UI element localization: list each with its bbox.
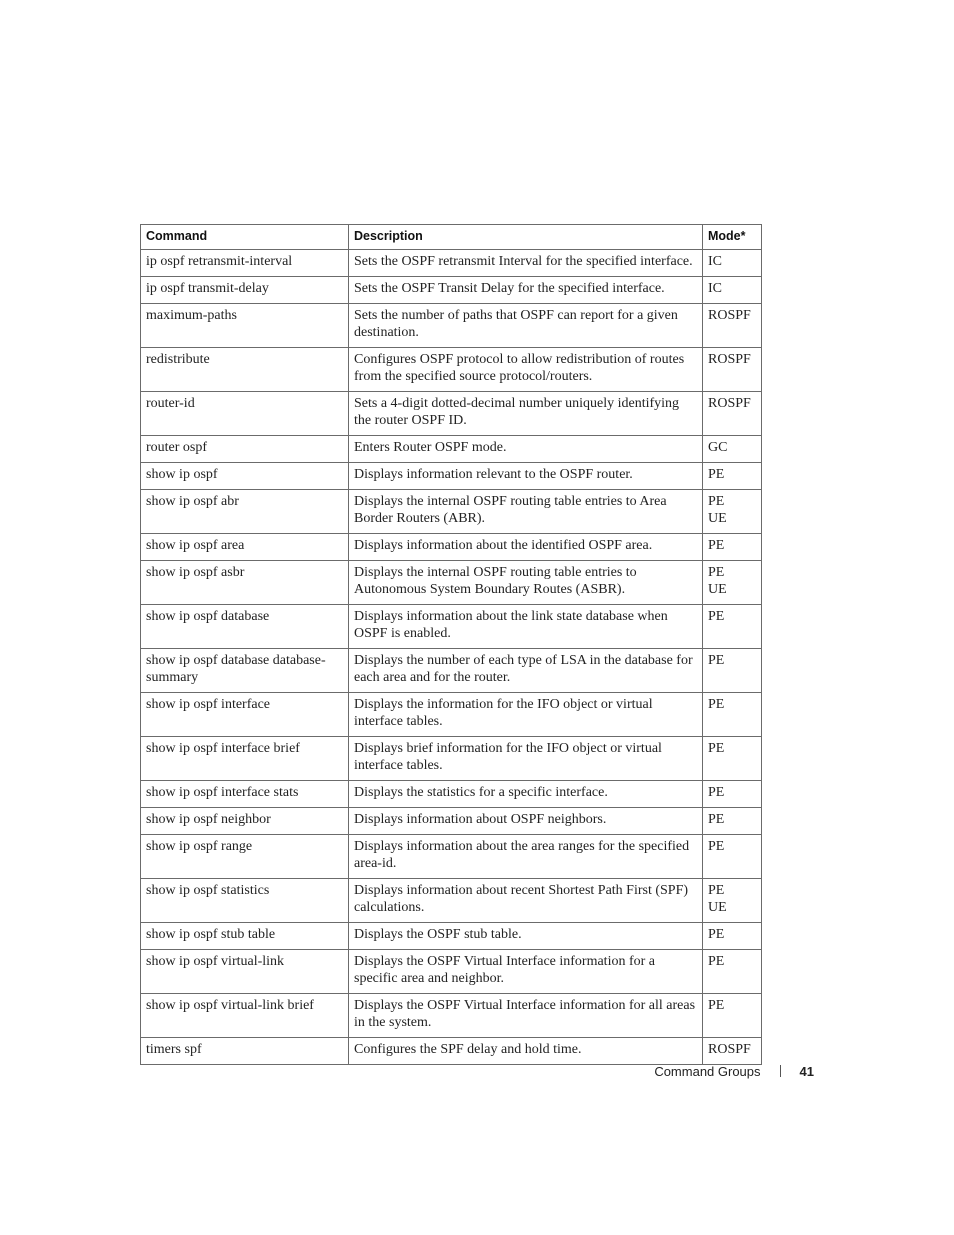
mode-cell: [703, 304, 762, 348]
description-cell: Displays information about the area ranges for the specified area-id.: [349, 835, 703, 879]
page-footer: [654, 1062, 814, 1080]
command-cell: redistribute: [141, 348, 349, 392]
mode-value: PE: [708, 812, 725, 827]
table-row: [141, 392, 762, 436]
description-cell: Sets the OSPF Transit Delay for the specified interface.: [349, 277, 703, 304]
table-row: [141, 561, 762, 605]
table-row: [141, 835, 762, 879]
table-header-row: [141, 225, 762, 250]
mode-cell: [703, 250, 762, 277]
footer-separator: [780, 1065, 781, 1077]
command-table: [140, 224, 762, 1065]
command-cell: show ip ospf interface brief: [141, 737, 349, 781]
table-row: [141, 950, 762, 994]
table-row: [141, 879, 762, 923]
description-cell: Sets the OSPF retransmit Interval for the specified interface.: [349, 250, 703, 277]
mode-cell: [703, 808, 762, 835]
description-cell: Displays the internal OSPF routing table entries to Area Border Routers (ABR).: [349, 490, 703, 534]
mode-value: PE: [708, 697, 725, 712]
mode-cell: [703, 436, 762, 463]
mode-value: UE: [708, 900, 727, 915]
mode-value: PE: [708, 883, 725, 898]
table-body: [141, 250, 762, 1065]
command-cell: show ip ospf virtual-link: [141, 950, 349, 994]
mode-value: PE: [708, 494, 725, 509]
table-row: [141, 463, 762, 490]
description-cell: Sets the number of paths that OSPF can report for a given destination.: [349, 304, 703, 348]
description-cell: Sets a 4-digit dotted-decimal number uniquely identifying the router OSPF ID.: [349, 392, 703, 436]
mode-cell: [703, 737, 762, 781]
mode-cell: [703, 1038, 762, 1065]
command-cell: maximum-paths: [141, 304, 349, 348]
command-cell: router ospf: [141, 436, 349, 463]
description-cell: Displays information about recent Shortest Path First (SPF) calculations.: [349, 879, 703, 923]
table-row: [141, 1038, 762, 1065]
page-number: 41: [799, 1063, 814, 1079]
table-row: [141, 737, 762, 781]
command-cell: timers spf: [141, 1038, 349, 1065]
command-cell: show ip ospf range: [141, 835, 349, 879]
description-cell: Displays information about the link state database when OSPF is enabled.: [349, 605, 703, 649]
description-cell: Displays information about the identified OSPF area.: [349, 534, 703, 561]
command-cell: show ip ospf interface stats: [141, 781, 349, 808]
command-cell: ip ospf retransmit-interval: [141, 250, 349, 277]
mode-cell: [703, 781, 762, 808]
mode-value: IC: [708, 281, 722, 296]
mode-value: PE: [708, 653, 725, 668]
mode-value: ROSPF: [708, 352, 751, 367]
mode-cell: [703, 534, 762, 561]
mode-cell: [703, 950, 762, 994]
mode-value: GC: [708, 440, 728, 455]
command-cell: show ip ospf: [141, 463, 349, 490]
command-cell: show ip ospf asbr: [141, 561, 349, 605]
table-row: [141, 994, 762, 1038]
description-cell: Displays the OSPF stub table.: [349, 923, 703, 950]
command-cell: show ip ospf database: [141, 605, 349, 649]
mode-value: PE: [708, 839, 725, 854]
header-mode: Mode*: [703, 225, 762, 250]
mode-value: PE: [708, 741, 725, 756]
mode-cell: [703, 835, 762, 879]
table-row: [141, 923, 762, 950]
description-cell: Displays information relevant to the OSPF router.: [349, 463, 703, 490]
description-cell: Displays the OSPF Virtual Interface information for all areas in the system.: [349, 994, 703, 1038]
command-cell: router-id: [141, 392, 349, 436]
table-row: [141, 304, 762, 348]
table-row: [141, 250, 762, 277]
description-cell: Displays the internal OSPF routing table entries to Autonomous System Boundary Routes (ASBR).: [349, 561, 703, 605]
mode-value: PE: [708, 609, 725, 624]
table-row: [141, 436, 762, 463]
mode-cell: [703, 561, 762, 605]
mode-cell: [703, 605, 762, 649]
mode-value: IC: [708, 254, 722, 269]
mode-cell: [703, 649, 762, 693]
mode-value: PE: [708, 785, 725, 800]
mode-cell: [703, 490, 762, 534]
mode-cell: [703, 994, 762, 1038]
mode-cell: [703, 277, 762, 304]
description-cell: Displays the number of each type of LSA in the database for each area and for the router.: [349, 649, 703, 693]
description-cell: Displays the statistics for a specific interface.: [349, 781, 703, 808]
description-cell: Configures the SPF delay and hold time.: [349, 1038, 703, 1065]
command-cell: show ip ospf neighbor: [141, 808, 349, 835]
command-cell: ip ospf transmit-delay: [141, 277, 349, 304]
table-row: [141, 781, 762, 808]
mode-value: ROSPF: [708, 1042, 751, 1057]
command-cell: show ip ospf area: [141, 534, 349, 561]
mode-value: PE: [708, 538, 725, 553]
mode-cell: [703, 879, 762, 923]
description-cell: Displays the information for the IFO object or virtual interface tables.: [349, 693, 703, 737]
mode-value: PE: [708, 467, 725, 482]
table-row: [141, 649, 762, 693]
description-cell: Enters Router OSPF mode.: [349, 436, 703, 463]
footer-section-title: Command Groups: [654, 1063, 761, 1079]
mode-value: PE: [708, 927, 725, 942]
description-cell: Displays the OSPF Virtual Interface information for a specific area and neighbor.: [349, 950, 703, 994]
command-cell: show ip ospf virtual-link brief: [141, 994, 349, 1038]
mode-value: PE: [708, 565, 725, 580]
description-cell: Displays brief information for the IFO object or virtual interface tables.: [349, 737, 703, 781]
mode-cell: [703, 348, 762, 392]
table-row: [141, 693, 762, 737]
command-cell: show ip ospf stub table: [141, 923, 349, 950]
table-row: [141, 490, 762, 534]
command-cell: show ip ospf abr: [141, 490, 349, 534]
mode-cell: [703, 463, 762, 490]
table-row: [141, 808, 762, 835]
table-row: [141, 605, 762, 649]
mode-cell: [703, 923, 762, 950]
mode-value: UE: [708, 511, 727, 526]
mode-value: PE: [708, 954, 725, 969]
table-row: [141, 534, 762, 561]
command-cell: show ip ospf interface: [141, 693, 349, 737]
command-cell: show ip ospf statistics: [141, 879, 349, 923]
table-row: [141, 348, 762, 392]
mode-cell: [703, 392, 762, 436]
mode-value: PE: [708, 998, 725, 1013]
description-cell: Configures OSPF protocol to allow redistribution of routes from the specified source protocol/routers.: [349, 348, 703, 392]
mode-cell: [703, 693, 762, 737]
mode-value: ROSPF: [708, 396, 751, 411]
mode-value: UE: [708, 582, 727, 597]
mode-value: ROSPF: [708, 308, 751, 323]
table-row: [141, 277, 762, 304]
header-command: Command: [141, 225, 349, 250]
command-cell: show ip ospf database database-summary: [141, 649, 349, 693]
description-cell: Displays information about OSPF neighbors.: [349, 808, 703, 835]
header-description: Description: [349, 225, 703, 250]
